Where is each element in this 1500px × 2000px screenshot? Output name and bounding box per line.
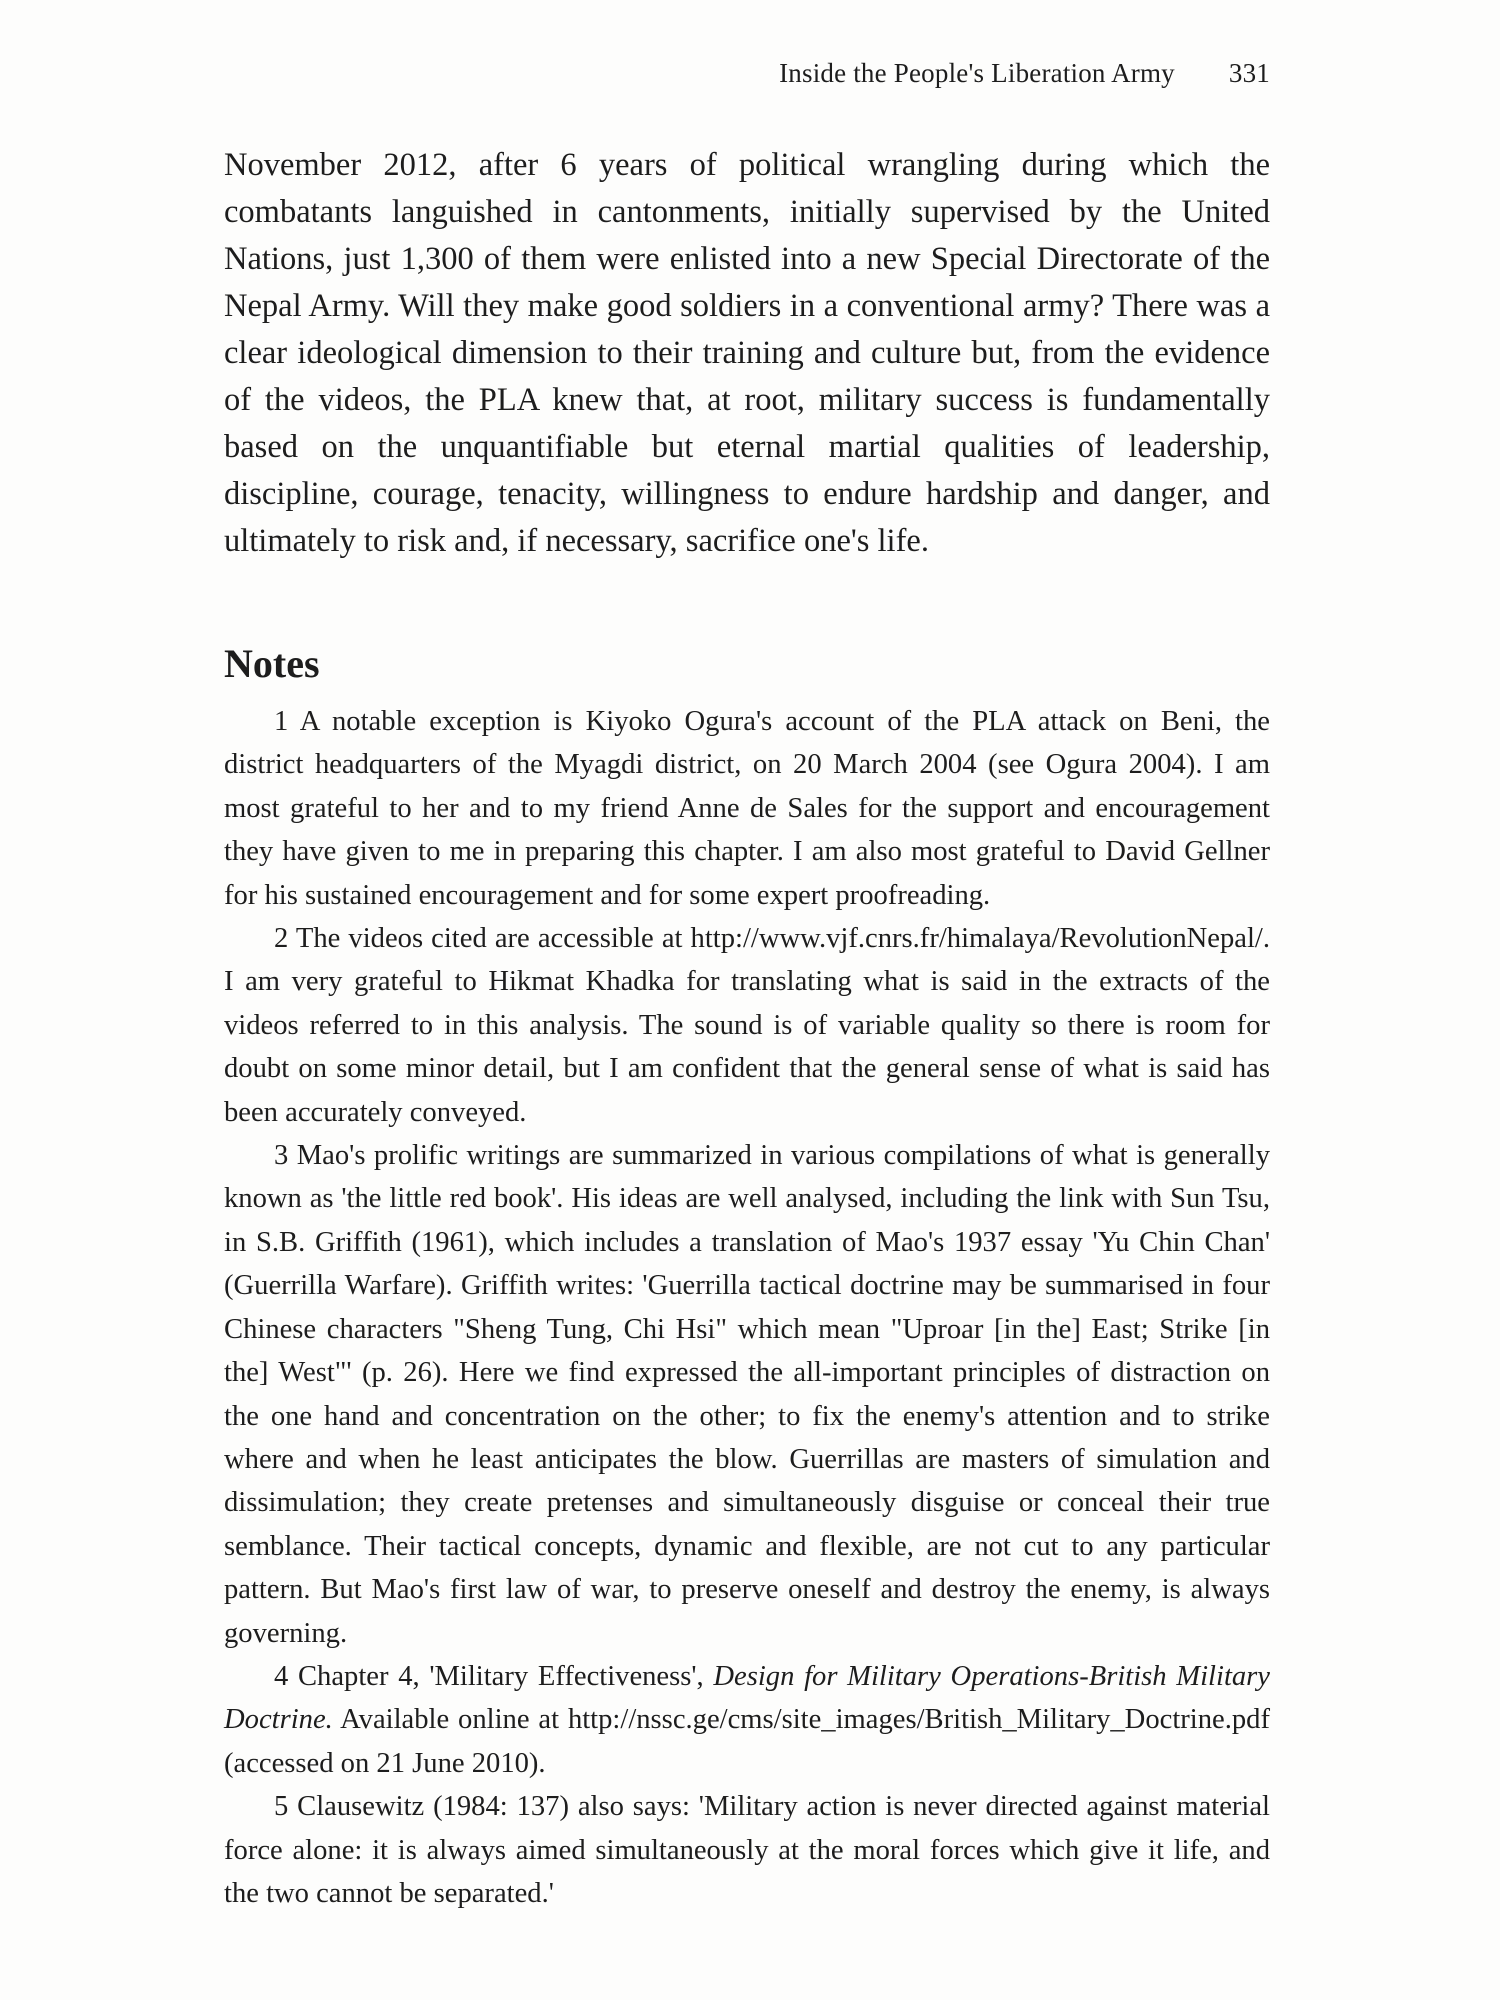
running-title: Inside the People's Liberation Army bbox=[779, 58, 1175, 88]
note-4-title: Design for Military Operations-British Military Doctrine. bbox=[224, 1660, 1271, 1736]
notes-list bbox=[224, 700, 1270, 1915]
running-head bbox=[224, 58, 1270, 89]
note-1: 1 A notable exception is Kiyoko Ogura's account of the PLA attack on Beni, the district headquarters of the Myagdi district, on 20 March 2004 (see Ogura 2004). I am most grateful to her and to my friend Anne de Sales for the support and encouragement they have given to me in preparing this chapter. I am also most grateful to David Gellner for his sustained encouragement and for some expert proofreading. bbox=[224, 706, 1270, 911]
note-5: 5 Clausewitz (1984: 137) also says: 'Military action is never directed against material force alone: it is always aimed simultaneously at the moral forces which give it life, and the two cannot be separated.' bbox=[224, 1791, 1270, 1909]
note-4-source: Available online at http://nssc.ge/cms/site_images/British_Military_Doctrine.pdf (accessed on 21 June 2010). bbox=[224, 1704, 1270, 1779]
note-4 bbox=[224, 1655, 1270, 1785]
page-number: 331 bbox=[1228, 58, 1270, 88]
note-4-text: 4 Chapter 4, 'Military Effectiveness', bbox=[274, 1660, 714, 1692]
body-paragraph: November 2012, after 6 years of political wrangling during which the combatants languished in cantonments, initially supervised by the United Nations, just 1,300 of them were enlisted into a new Special Directorate of the Nepal Army. Will they make good soldiers in a conventional army? There was a clear ideological dimension to their training and culture but, from the evidence of the videos, the PLA knew that, at root, military success is fundamentally based on the unquantifiable but eternal martial qualities of leadership, discipline, courage, tenacity, willingness to endure hardship and danger, and ultimately to risk and, if necessary, sacrifice one's life. bbox=[224, 147, 1270, 559]
note-2: 2 The videos cited are accessible at http://www.vjf.cnrs.fr/himalaya/RevolutionNepal/. I am very grateful to Hikmat Khadka for translating what is said in the extracts of the videos referred to in this analysis. The sound is of variable quality so there is room for doubt on some minor detail, but I am confident that the general sense of what is said has been accurately conveyed. bbox=[224, 923, 1270, 1128]
notes-heading: Notes bbox=[224, 641, 320, 686]
note-3: 3 Mao's prolific writings are summarized in various compilations of what is generally known as 'the little red book'. His ideas are well analysed, including the link with Sun Tsu, in S.B. Griffith (1961), which includes a translation of Mao's 1937 essay 'Yu Chin Chan' (Guerrilla Warfare). Griffith writes: 'Guerrilla tactical doctrine may be summarised in four Chinese characters "Sheng Tung, Chi Hsi" which mean "Uproar [in the] East; Strike [in the] West"' (p. 26). Here we find expressed the all-important principles of distraction on the one hand and concentration on the other; to fix the enemy's attention and to strike where and when he least anticipates the blow. Guerrillas are masters of simulation and dissimulation; they create pretenses and simultaneously disguise or conceal their true semblance. Their tactical concepts, dynamic and flexible, are not cut to any particular pattern. But Mao's first law of war, to preserve oneself and destroy the enemy, is always governing. bbox=[224, 1140, 1270, 1649]
